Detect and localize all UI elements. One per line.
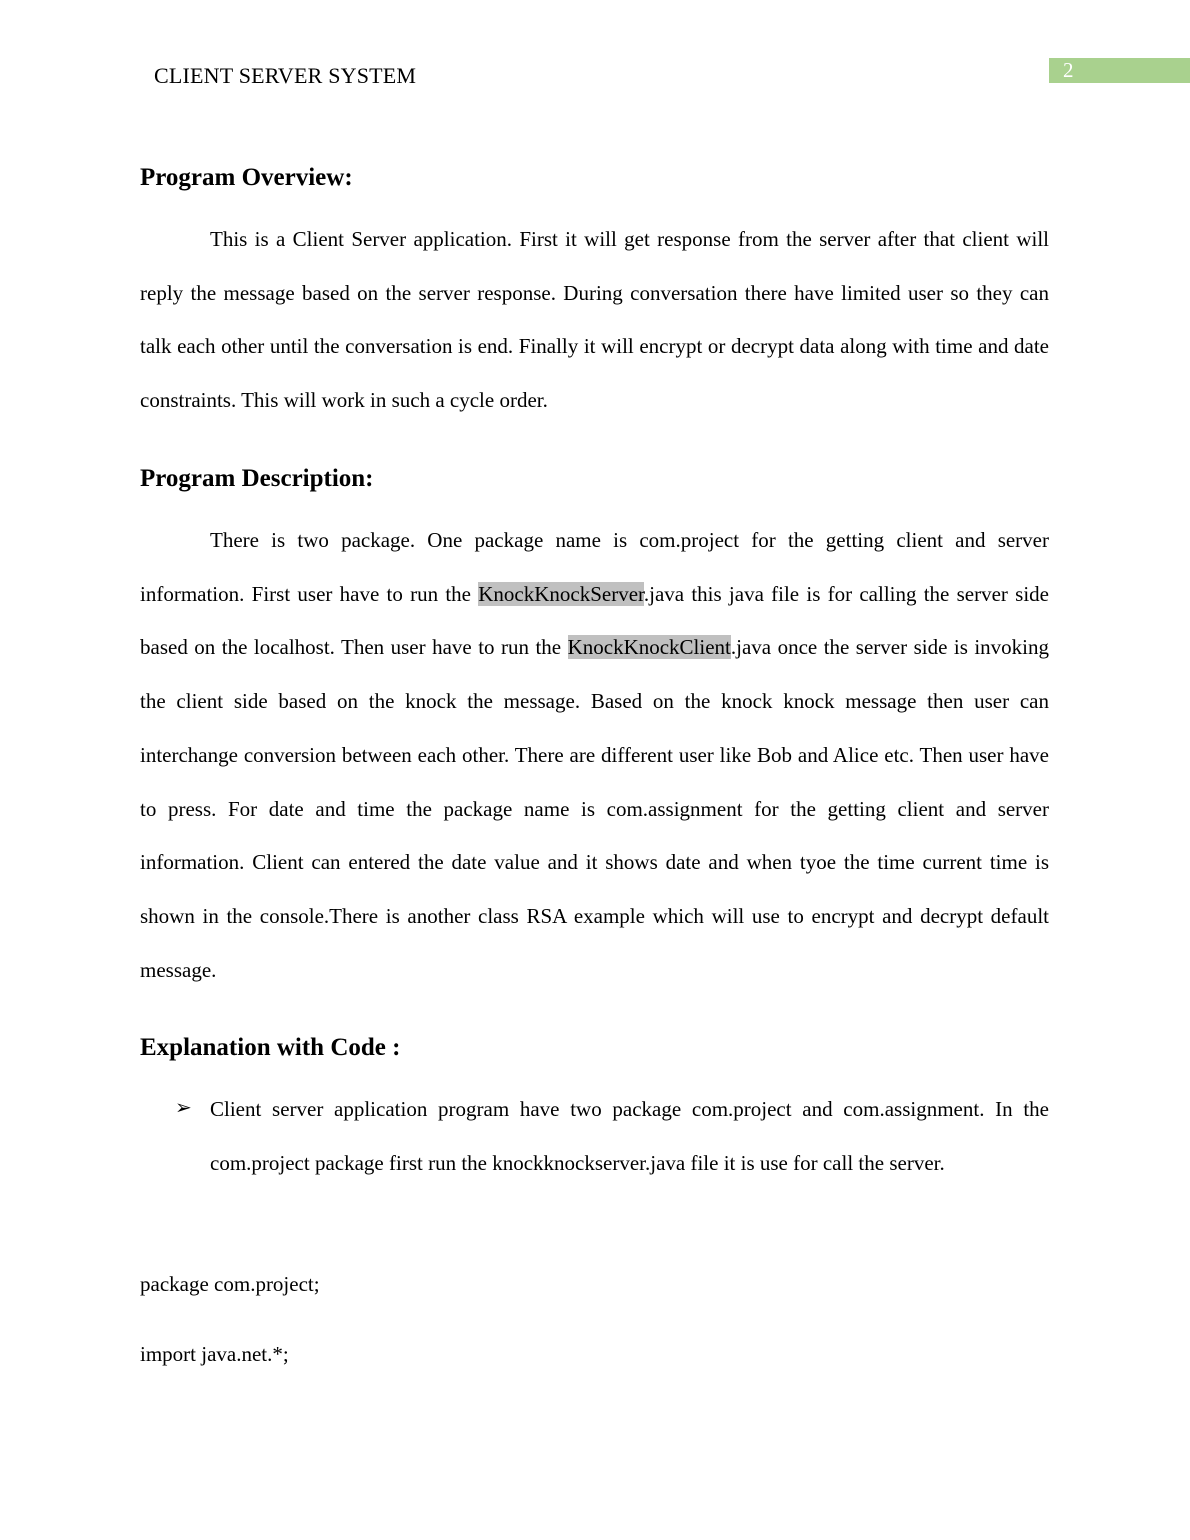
code-line-import: import java.net.*; [140,1342,289,1366]
overview-paragraph: This is a Client Server application. First it will get response from the server after that client will reply the message based on the server response. During conversation there have limited user so they can talk each other until the conversation is end. Finally it will encrypt or decrypt data along with time and date constraints. This will work in such a cycle order. [140,227,1049,413]
page-number: 2 [1063,58,1074,82]
heading-explanation-with-code: Explanation with Code : [140,1034,401,1061]
description-text-3: .java once the server side is invoking the client side based on the knock the message. Based on the knock knock message then user can interchange conversion between each other. There are different user like Bob and Alice etc. Then user have to press. For date and time the package name is com.assignment for the getting client and server information. Client can entered the date value and it shows date and when tyoe the time current time is shown in the console.There is another class RSA example which will use to encrypt and decrypt default message. [140,635,1050,982]
description-text-1: There is two package. One package name is com.project for the getting client and server information. First user have to run the [140,528,1049,606]
heading-program-description: Program Description: [140,465,374,492]
highlight-knockknockserver: KnockKnockServer [478,581,644,606]
description-text-2: .java this java file is for calling the server side based on the localhost. Then user have to run the [140,581,1049,660]
code-line-package: package com.project; [140,1272,320,1296]
bullet-text: Client server application program have two package com.project and com.assignment. In the com.project package first run the knockknockserver.java file it is use for call the server. [210,1097,1049,1175]
page-header-title: CLIENT SERVER SYSTEM [154,63,417,88]
page-number-bar [1049,58,1190,83]
highlight-knockknockclient: KnockKnockClient [567,635,731,660]
description-paragraph [140,514,1049,997]
arrow-bullet-icon: ➢ [175,1097,192,1119]
heading-program-overview: Program Overview: [140,164,353,191]
